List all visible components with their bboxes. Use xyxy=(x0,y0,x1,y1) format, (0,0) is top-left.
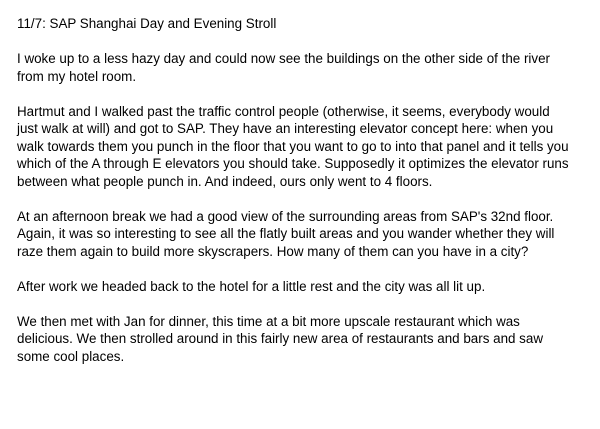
title-text: 11/7: SAP Shanghai Day and Evening Stroll xyxy=(17,16,277,31)
paragraph-1 xyxy=(17,50,599,85)
paragraph-line: which of the A through E elevators you should take. Supposedly it optimizes the elevator runs xyxy=(17,156,569,171)
paragraph-line: delicious. We then strolled around in this fairly new area of restaurants and bars and saw xyxy=(17,331,543,346)
paragraph-line: between what people punch in. And indeed, ours only went to 4 floors. xyxy=(17,173,433,189)
paragraph-line: I woke up to a less hazy day and could now see the buildings on the other side of the river xyxy=(17,51,550,66)
document-body xyxy=(17,15,599,383)
paragraph-line: from my hotel room. xyxy=(17,68,137,84)
paragraph-line: After work we headed back to the hotel for a little rest and the city was all lit up. xyxy=(17,278,486,294)
paragraph-2 xyxy=(17,103,599,191)
paragraph-line: Again, it was so interesting to see all the flatly built areas and you wander whether they will xyxy=(17,226,555,241)
paragraph-line: At an afternoon break we had a good view of the surrounding areas from SAP's 32nd floor. xyxy=(17,208,554,224)
paragraph-line: some cool places. xyxy=(17,348,125,364)
document-title xyxy=(17,15,599,33)
paragraph-line: Hartmut and I walked past the traffic control people (otherwise, it seems, everybody would xyxy=(17,103,550,119)
paragraph-line: We then met with Jan for dinner, this time at a bit more upscale restaurant which was xyxy=(17,313,520,329)
paragraph-5 xyxy=(17,313,599,366)
paragraph-3 xyxy=(17,208,599,261)
paragraph-line: walk towards them you punch in the floor that you want to go to into that panel and it tells you xyxy=(17,138,569,154)
paragraph-line: raze them again to build more skyscrapers. How many of them can you have in a city? xyxy=(17,243,529,259)
paragraph-line: just walk at will) and got to SAP. They have an interesting elevator concept here: when you xyxy=(17,121,554,136)
paragraph-4 xyxy=(17,278,599,296)
